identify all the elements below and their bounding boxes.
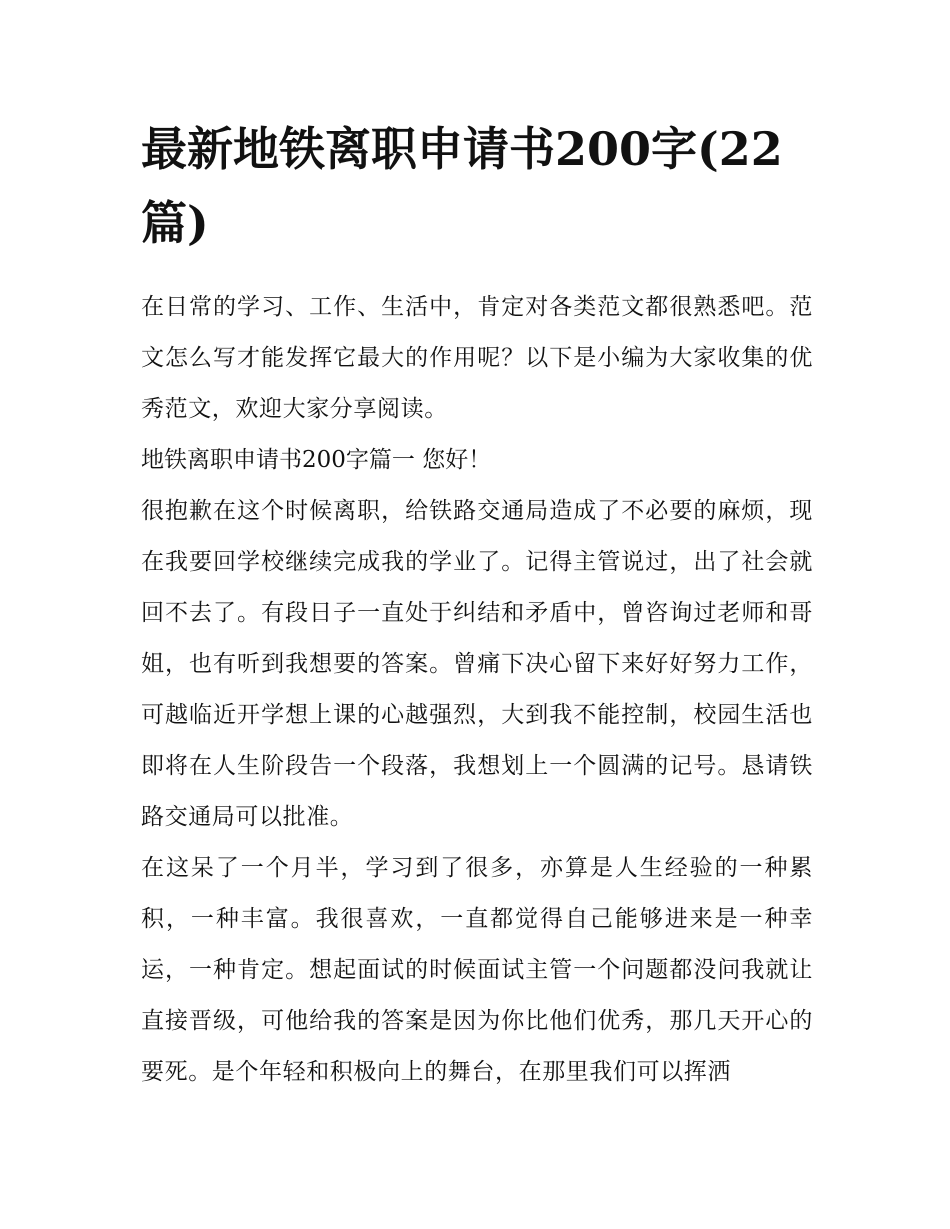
intro-paragraph: 在日常的学习、工作、生活中，肯定对各类范文都很熟悉吧。范文怎么写才能发挥它最大的作用呢？以下是小编为大家收集的优秀范文，欢迎大家分享阅读。 — [141, 294, 813, 422]
document-title: 最新地铁离职申请书200字(22篇) — [141, 122, 783, 250]
section-heading: 地铁离职申请书200字篇一 您好！ — [141, 447, 492, 473]
body-paragraph-1: 很抱歉在这个时候离职，给铁路交通局造成了不必要的麻烦，现在我要回学校继续完成我的学业了。记得主管说过，出了社会就回不去了。有段日子一直处于纠结和矛盾中，曾咨询过老师和哥姐，也有听到我想要的答案。曾痛下决心留下来好好努力工作，可越临近开学想上课的心越强烈，大到我不能控制，校园生活也即将在人生阶段告一个段落，我想划上一个圆满的记号。恳请铁路交通局可以批准。 — [141, 498, 813, 830]
body-paragraph-2: 在这呆了一个月半，学习到了很多，亦算是人生经验的一种累积，一种丰富。我很喜欢，一直都觉得自己能够进来是一种幸运，一种肯定。想起面试的时候面试主管一个问题都没问我就让直接晋级，可他给我的答案是因为你比他们优秀，那几天开心的要死。是个年轻和积极向上的舞台，在那里我们可以挥洒 — [141, 855, 813, 1085]
document-body — [141, 112, 813, 1098]
